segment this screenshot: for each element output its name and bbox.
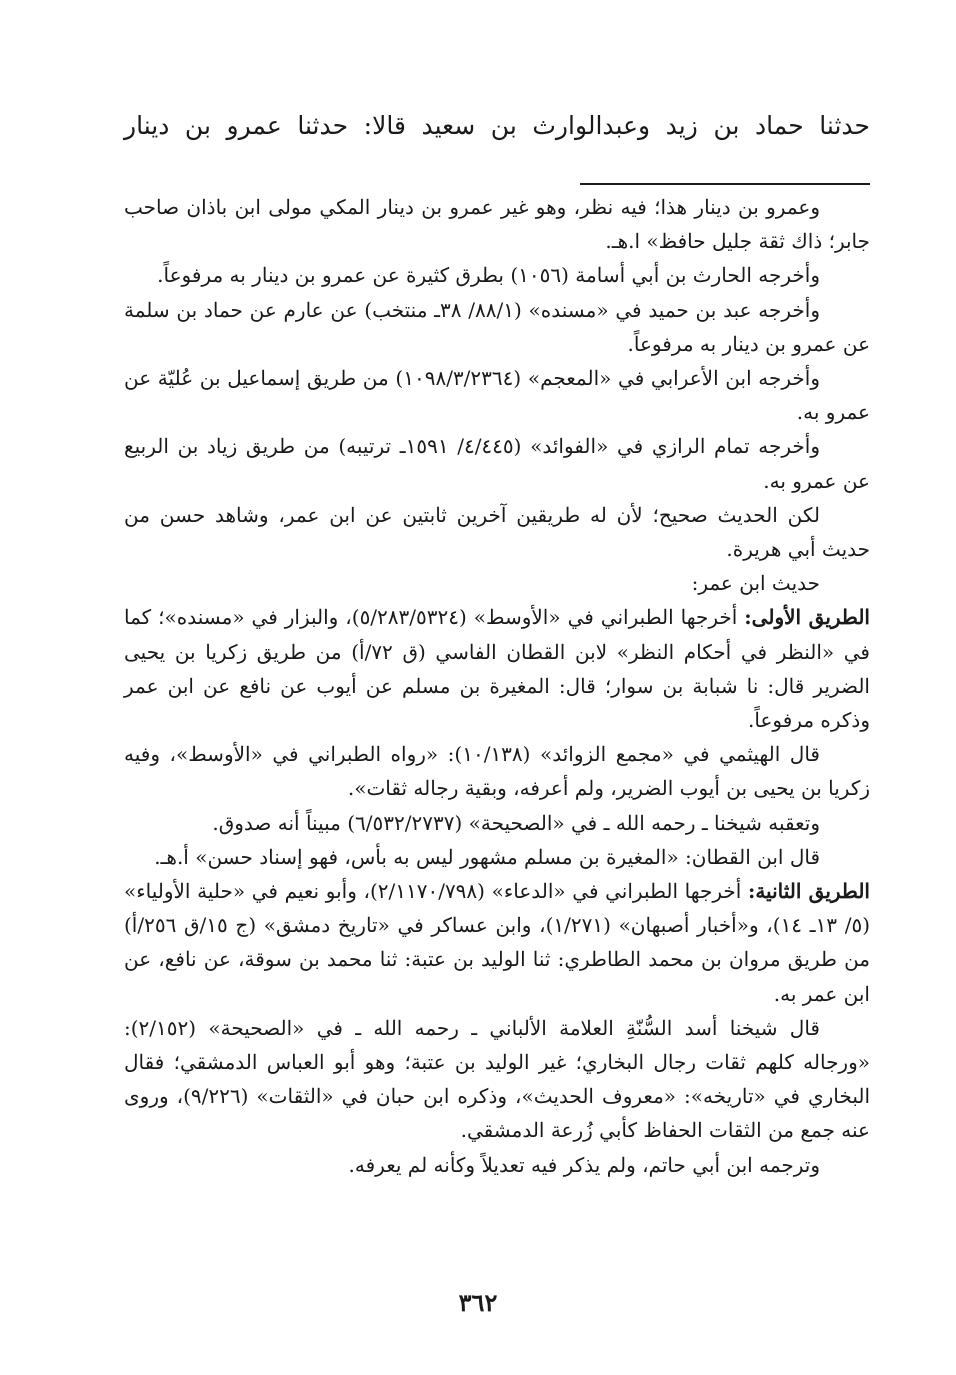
paragraph: وتعقبه شيخنا ـ رحمه الله ـ في «الصحيحة» (٦/٥٣٢/٢٧٣٧) مبيناً أنه صدوق.	[212, 810, 820, 835]
paragraph: قال الهيثمي في «مجمع الزوائد» (١٠/١٣٨): «رواه الطبراني في «الأوسط»، وفيه زكريا بن يحيى بن أيوب الضرير، ولم أعرفه، وبقية رجاله ثقات».	[124, 742, 870, 801]
paragraph: حديث ابن عمر:	[691, 571, 820, 596]
paragraph: وعمرو بن دينار هذا؛ فيه نظر، وهو غير عمرو بن دينار المكي مولى ابن باذان صاحب جابر؛ ذاك ثقة جليل حافظ» ا.هـ.	[124, 195, 870, 254]
paragraph: وأخرجه الحارث بن أبي أسامة (١٠٥٦) بطرق كثيرة عن عمرو بن دينار به مرفوعاً.	[157, 263, 820, 288]
paragraph: وترجمه ابن أبي حاتم، ولم يذكر فيه تعديلاً وكأنه لم يعرفه.	[348, 1152, 820, 1177]
paragraph: قال ابن القطان: «المغيرة بن مسلم مشهور ليس به بأس، فهو إسناد حسن» أ.هـ.	[154, 844, 820, 869]
footnotes-body	[124, 190, 870, 1182]
paragraph: وأخرجه عبد بن حميد في «مسنده» (٨٨/١/ ٣٨ـ منتخب) عن عارم عن حماد بن سلمة عن عمرو بن دينار به مرفوعاً.	[124, 297, 870, 356]
footnote-separator	[580, 183, 870, 185]
paragraph: وأخرجه تمام الرازي في «الفوائد» (٤/٤٤٥/ ١٥٩١ـ ترتيبه) من طريق زياد بن الربيع عن عمرو به.	[124, 434, 870, 493]
paragraph	[124, 874, 870, 1011]
section-label: الطريق الثانية:	[747, 879, 870, 904]
paragraph-text: أخرجها الطبراني في «الدعاء» (٢/١١٧٠/٧٩٨)، وأبو نعيم في «حلية الأولياء» (٥/ ١٣ـ ١٤)، و«أخبار أصبهان» (١/٢٧١)، وابن عساكر في «تاريخ دمشق» (ج ١٥/ق ٢٥٦/أ) من طريق مروان بن محمد الطاطري: ثنا الوليد بن عتبة: ثنا محمد بن سوقة، عن نافع، عن ابن عمر به.	[124, 879, 871, 1006]
paragraph-text: أخرجها الطبراني في «الأوسط» (٥/٢٨٣/٥٣٢٤)، والبزار في «مسنده»؛ كما في «النظر في أحكام النظر» لابن القطان الفاسي (ق ٧٢/أ) من طريق زكريا بن يحيى الضرير قال: نا شبابة بن سوار؛ قال: المغيرة بن مسلم عن أيوب عن نافع عن ابن عمر وذكره مرفوعاً.	[124, 605, 870, 733]
paragraph: قال شيخنا أسد السُّنّةِ العلامة الألباني ـ رحمه الله ـ في «الصحيحة» (٢/١٥٢): «ورجاله كلهم ثقات رجال البخاري؛ غير الوليد بن عتبة؛ وهو أبو العباس الدمشقي؛ فقال البخاري في «تاريخه»: «معروف الحديث»، وذكره ابن حبان في «الثقات» (٩/٢٢٦)، وروى عنه جمع من الثقات الحفاظ كأبي زُرعة الدمشقي.	[124, 1015, 871, 1143]
section-label: الطريق الأولى:	[744, 605, 870, 630]
page-number: ٣٦٢	[458, 1288, 498, 1317]
paragraph: وأخرجه ابن الأعرابي في «المعجم» (١٠٩٨/٣/٢٣٦٤) من طريق إسماعيل بن عُليّة عن عمرو به.	[124, 366, 870, 425]
paragraph	[124, 600, 870, 737]
page-header-line: حدثنا حماد بن زيد وعبدالوارث بن سعيد قالا: حدثنا عمرو بن دينار	[124, 111, 870, 140]
paragraph: لكن الحديث صحيح؛ لأن له طريقين آخرين ثابتين عن ابن عمر، وشاهد حسن من حديث أبي هريرة.	[124, 502, 870, 562]
